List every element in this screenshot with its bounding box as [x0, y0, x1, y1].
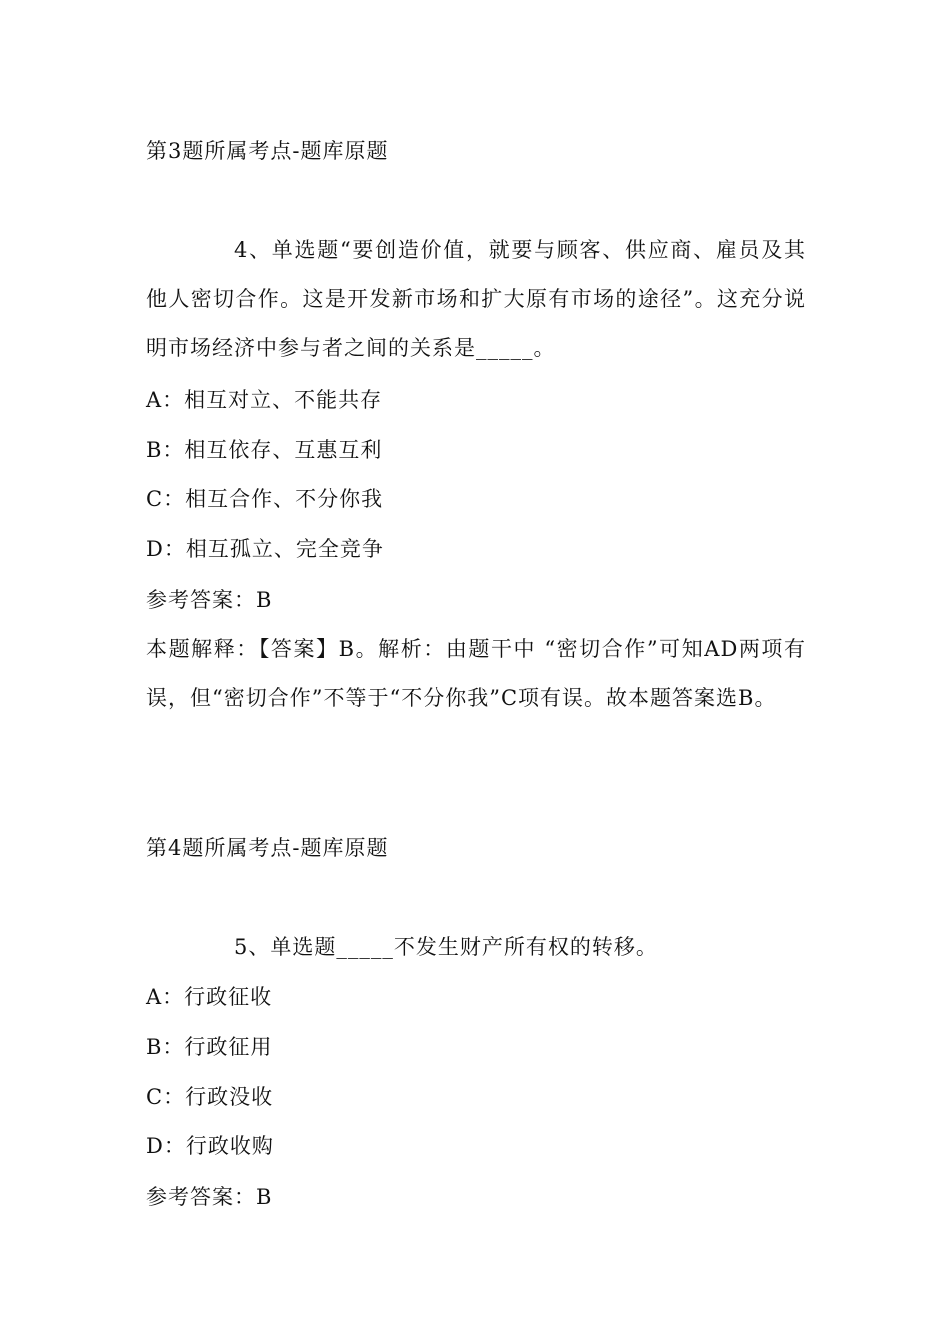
reference-answer: 参考答案：B: [146, 1185, 273, 1209]
reference-answer: 参考答案：B: [146, 588, 273, 612]
option-a: A：相互对立、不能共存: [146, 388, 383, 412]
question-source-label: 第4题所属考点-题库原题: [146, 836, 389, 860]
answer-explanation: 本题解释：【答案】B。解析：由题干中 “密切合作”可知AD两项有误，但“密切合作”不等于“不分你我”C项有误。故本题答案选B。: [146, 637, 806, 710]
option-b: B：行政征用: [146, 1035, 273, 1059]
option-a: A：行政征收: [146, 985, 273, 1009]
option-b: B：相互依存、互惠互利: [146, 438, 383, 462]
option-d: D：行政收购: [146, 1134, 274, 1158]
question-stem: 5、单选题_____不发生财产所有权的转移。: [234, 935, 658, 959]
option-d: D：相互孤立、完全竞争: [146, 537, 384, 561]
option-c: C：相互合作、不分你我: [146, 487, 384, 511]
question-stem: 4、单选题“要创造价值，就要与顾客、供应商、雇员及其他人密切合作。这是开发新市场和扩大原有市场的途径”。这充分说明市场经济中参与者之间的关系是_____。: [146, 238, 806, 360]
question-source-label: 第3题所属考点-题库原题: [146, 139, 389, 163]
option-c: C：行政没收: [146, 1085, 274, 1109]
